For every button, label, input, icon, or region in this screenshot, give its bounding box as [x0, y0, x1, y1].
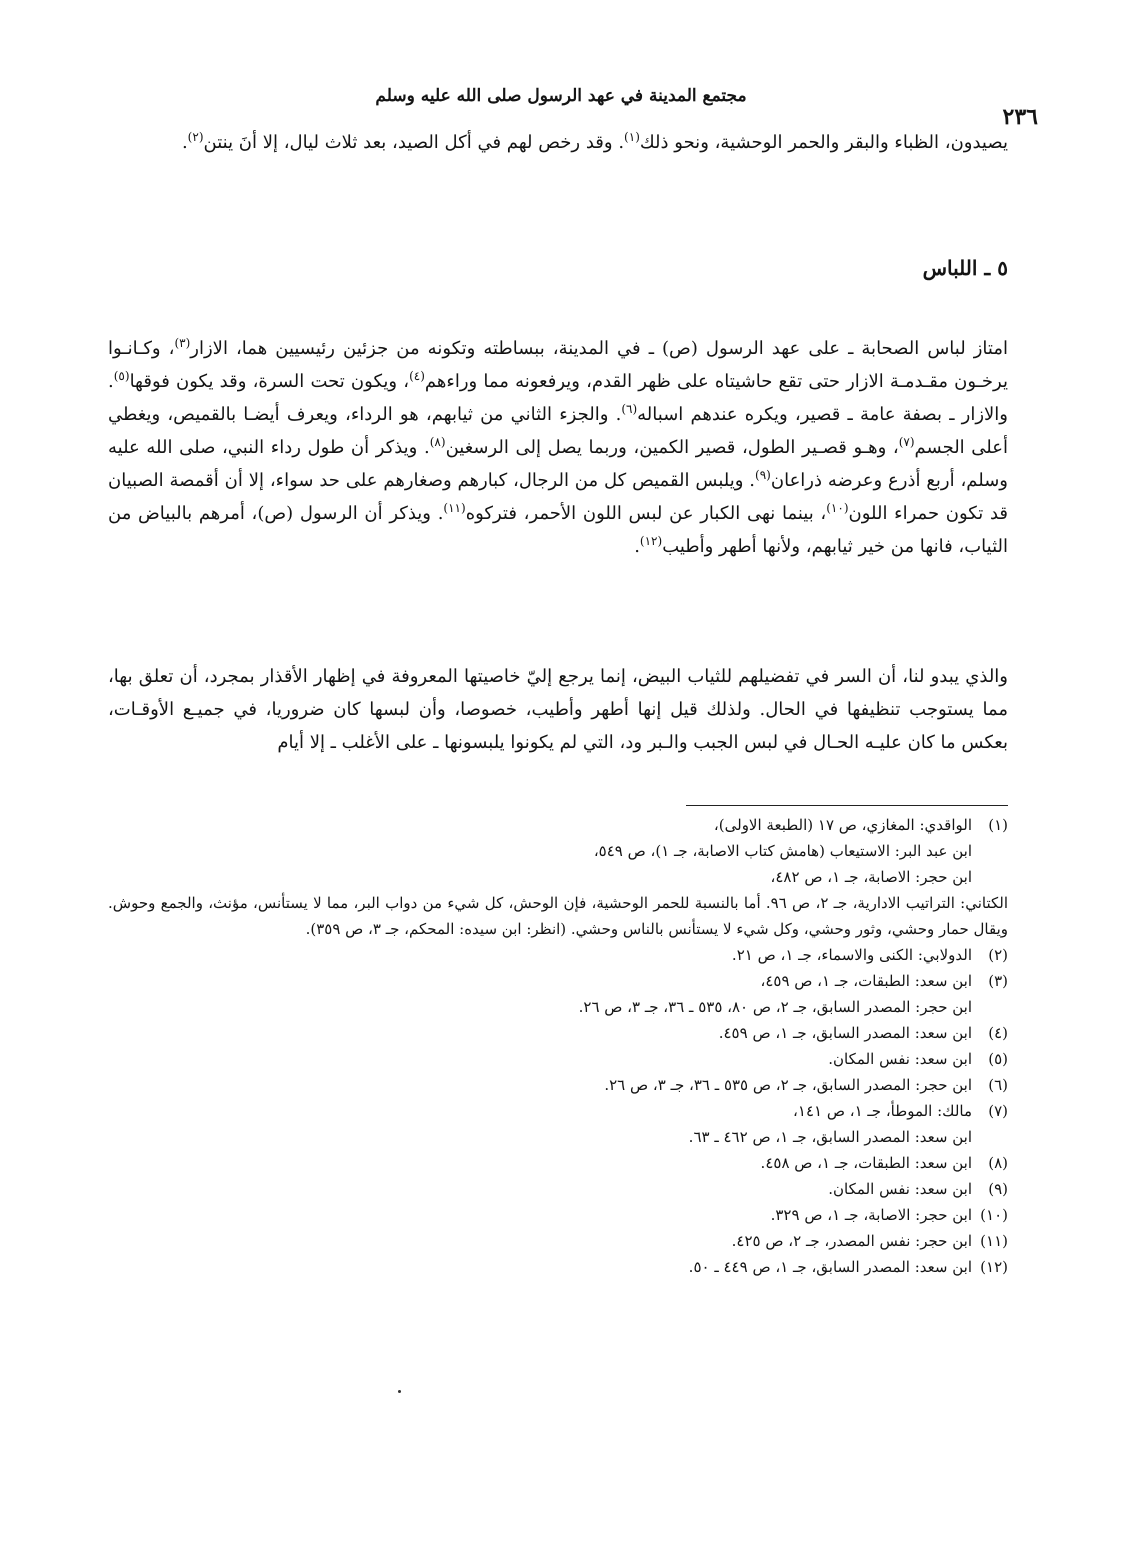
footnote-number: (١٠): [980, 1206, 1008, 1224]
footnote-entry: [108, 812, 1008, 838]
footnote-number: (٧): [988, 1102, 1008, 1120]
footnote-text: ابن حجر: الاصابة، جـ ١، ص ٤٨٢،: [770, 868, 972, 886]
footnote-text: ابن حجر: الاصابة، جـ ١، ص ٣٢٩.: [770, 1206, 972, 1224]
p1-text-5: . والجزء الثاني من ثيابهم، هو الرداء، ويعرف أيضـا بالقميص، ويغطي أعلى الجسم: [108, 404, 1008, 458]
intro-paragraph: [108, 126, 1008, 159]
footnote-number: (٨): [988, 1154, 1008, 1172]
footnote-ref-12: (١٢): [639, 534, 663, 548]
footnote-ref-6: (٦): [621, 402, 638, 416]
p1-text-7: . ويذكر أن طول رداء النبي، صلى الله عليه وسلم، أربع أذرع وعرضه ذراعان: [108, 437, 1008, 491]
footnote-number: (١٢): [980, 1258, 1008, 1276]
intro-text-2: . وقد رخص لهم في أكل الصيد، بعد ثلاث ليال، إلا أنَ ينتن: [203, 132, 625, 153]
footnote-entry: [108, 1072, 1008, 1098]
intro-text-3: .: [181, 132, 188, 153]
footnote-entry: [108, 1228, 1008, 1254]
p1-text-4: . والازار ـ بصفة عامة ـ قصير، ويكره عندهم اسباله: [108, 371, 1008, 425]
p1-text-1: امتاز لباس الصحابة ـ على عهد الرسول (ص) ـ في المدينة، ببساطته وتكونه من جزئين رئيسيين هما، الازار: [190, 338, 1008, 359]
footnote-entry: [108, 1124, 1008, 1150]
footnote-entry: [108, 864, 1008, 890]
footnote-ref-10: (١٠): [826, 501, 849, 515]
footnote-text: ابن حجر: المصدر السابق، جـ ٢، ص ٨٠، ٥٣٥ ـ ٣٦، جـ ٣، ص ٢٦.: [578, 998, 972, 1016]
footnote-entry: [108, 890, 1008, 942]
p1-text-2: ، وكـانـوا يرخـون مقـدمـة الازار حتى تقع حاشيتاه على ظهر القدم، ويرفعونه مما وراءهم: [108, 338, 1008, 392]
footnote-ref-11: (١١): [443, 501, 466, 515]
footnote-number: (٢): [988, 946, 1008, 964]
footnote-number: (١): [988, 816, 1008, 834]
footnote-entry: [108, 1176, 1008, 1202]
footnote-text: ابن سعد: الطبقات، جـ ١، ص ٤٥٨.: [760, 1154, 972, 1172]
body-paragraph-2: [108, 660, 1008, 759]
footnote-divider: [686, 805, 1008, 806]
p1-text-6: ، وهـو قصـير الطول، قصير الكمين، وربما يصل إلى الرسغين: [445, 437, 899, 458]
p1-text-3: ، ويكون تحت السرة، وقد يكون فوقها: [129, 371, 410, 392]
footnote-text: الواقدي: المغازي، ص ١٧ (الطبعة الاولى)،: [713, 816, 972, 834]
page-number: ٢٣٦: [1002, 104, 1038, 130]
footnote-entry: [108, 942, 1008, 968]
footnote-text: ابن سعد: الطبقات، جـ ١، ص ٤٥٩،: [760, 972, 972, 990]
footnote-ref-7: (٧): [898, 435, 915, 449]
footnote-entry: [108, 1098, 1008, 1124]
body-paragraph-1: [108, 332, 1008, 563]
footnote-text: ابن حجر: نفس المصدر، جـ ٢، ص ٤٢٥.: [731, 1232, 972, 1250]
footnote-text: ابن سعد: المصدر السابق، جـ ١، ص ٤٤٩ ـ ٥٠.: [688, 1258, 972, 1276]
footnote-number: (٤): [988, 1024, 1008, 1042]
footnote-entry: [108, 968, 1008, 994]
footnote-entry: [108, 1202, 1008, 1228]
footnote-text: ابن سعد: نفس المكان.: [828, 1050, 972, 1068]
footnote-entry: [108, 838, 1008, 864]
footnote-number: (٩): [988, 1180, 1008, 1198]
footnote-entry: [108, 1254, 1008, 1280]
footnote-ref-8: (٨): [429, 435, 446, 449]
running-header-title: مجتمع المدينة في عهد الرسول صلى الله عليه وسلم: [375, 86, 747, 106]
intro-text-1: يصيدون، الظباء والبقر والحمر الوحشية، ونحو ذلك: [639, 132, 1008, 153]
footnote-ref-3: (٣): [174, 336, 191, 350]
section-heading: ٥ ـ اللباس: [922, 256, 1008, 280]
footnote-text: ابن عبد البر: الاستيعاب (هامش كتاب الاصابة، جـ ١)، ص ٥٤٩،: [593, 842, 972, 860]
footnote-text: ابن سعد: نفس المكان.: [828, 1180, 972, 1198]
footnote-number: (٥): [988, 1050, 1008, 1068]
footnote-text: مالك: الموطأ، جـ ١، ص ١٤١،: [793, 1102, 972, 1120]
p1-text-8: . ويلبس القميص كل من الرجال، كبارهم وصغارهم على حد سواء، إلا أن أقمصة الصبيان قد تكون حمراء اللون: [108, 470, 1008, 524]
p2-text: والذي يبدو لنا، أن السر في تفضيلهم للثياب البيض، إنما يرجع إليّ خاصيتها المعروفة في إظهار الأقذار بمجرد، أن تعلق بها، مما يستوجب تنظيفها في الحال. ولذلك قيل إنها أطهر وأطيب، خصوصا، وأن لبسها كان ضروريا، في جميـع الأوقـات، بعكس ما كان عليـه الحـال في لبس الجبب والـبر ود، التي لم يكونوا يلبسونها ـ على الأغلب ـ إلا أيام: [108, 666, 1008, 753]
footnote-ref-9: (٩): [755, 468, 771, 482]
p1-text-11: .: [634, 536, 640, 557]
footnote-text: ابن حجر: المصدر السابق، جـ ٢، ص ٥٣٥ ـ ٣٦، جـ ٣، ص ٢٦.: [604, 1076, 972, 1094]
footnote-number: (١١): [980, 1232, 1008, 1250]
footnote-ref-1: (١): [624, 130, 640, 144]
footnote-number: (٣): [988, 972, 1008, 990]
footnote-text: ابن سعد: المصدر السابق، جـ ١، ص ٤٦٢ ـ ٦٣.: [688, 1128, 972, 1146]
footnote-ref-2: (٢): [187, 130, 204, 144]
footnote-text: الكتاني: التراتيب الادارية، جـ ٢، ص ٩٦. أما بالنسبة للحمر الوحشية، فإن الوحش، كل شيء من دواب البر، مما لا يستأنس، مؤنث، والجمع وحوش. ويقال حمار وحشي، وثور وحشي، وكل شيء لا يستأنس بالناس وحشي. (انظر: ابن سيده: المحكم، جـ ٣، ص ٣٥٩).: [108, 894, 1008, 938]
p1-text-10: . ويذكر أن الرسول (ص)، أمرهم بالبياض من الثياب، فانها من خير ثيابهم، ولأنها أطهر وأطيب: [108, 503, 1008, 557]
footnotes-list: [108, 812, 1008, 1280]
footnote-entry: [108, 1150, 1008, 1176]
footnote-entry: [108, 1020, 1008, 1046]
footnote-text: ابن سعد: المصدر السابق، جـ ١، ص ٤٥٩.: [718, 1024, 972, 1042]
footnote-ref-5: (٥): [113, 369, 130, 383]
footnote-number: (٦): [988, 1076, 1008, 1094]
print-speck: [398, 1390, 401, 1393]
p1-text-9: ، بينما نهى الكبار عن لبس اللون الأحمر، فتركوه: [465, 503, 827, 524]
footnote-text: الدولابي: الكنى والاسماء، جـ ١، ص ٢١.: [731, 946, 972, 964]
footnote-entry: [108, 994, 1008, 1020]
footnote-ref-4: (٤): [409, 369, 425, 383]
footnote-entry: [108, 1046, 1008, 1072]
